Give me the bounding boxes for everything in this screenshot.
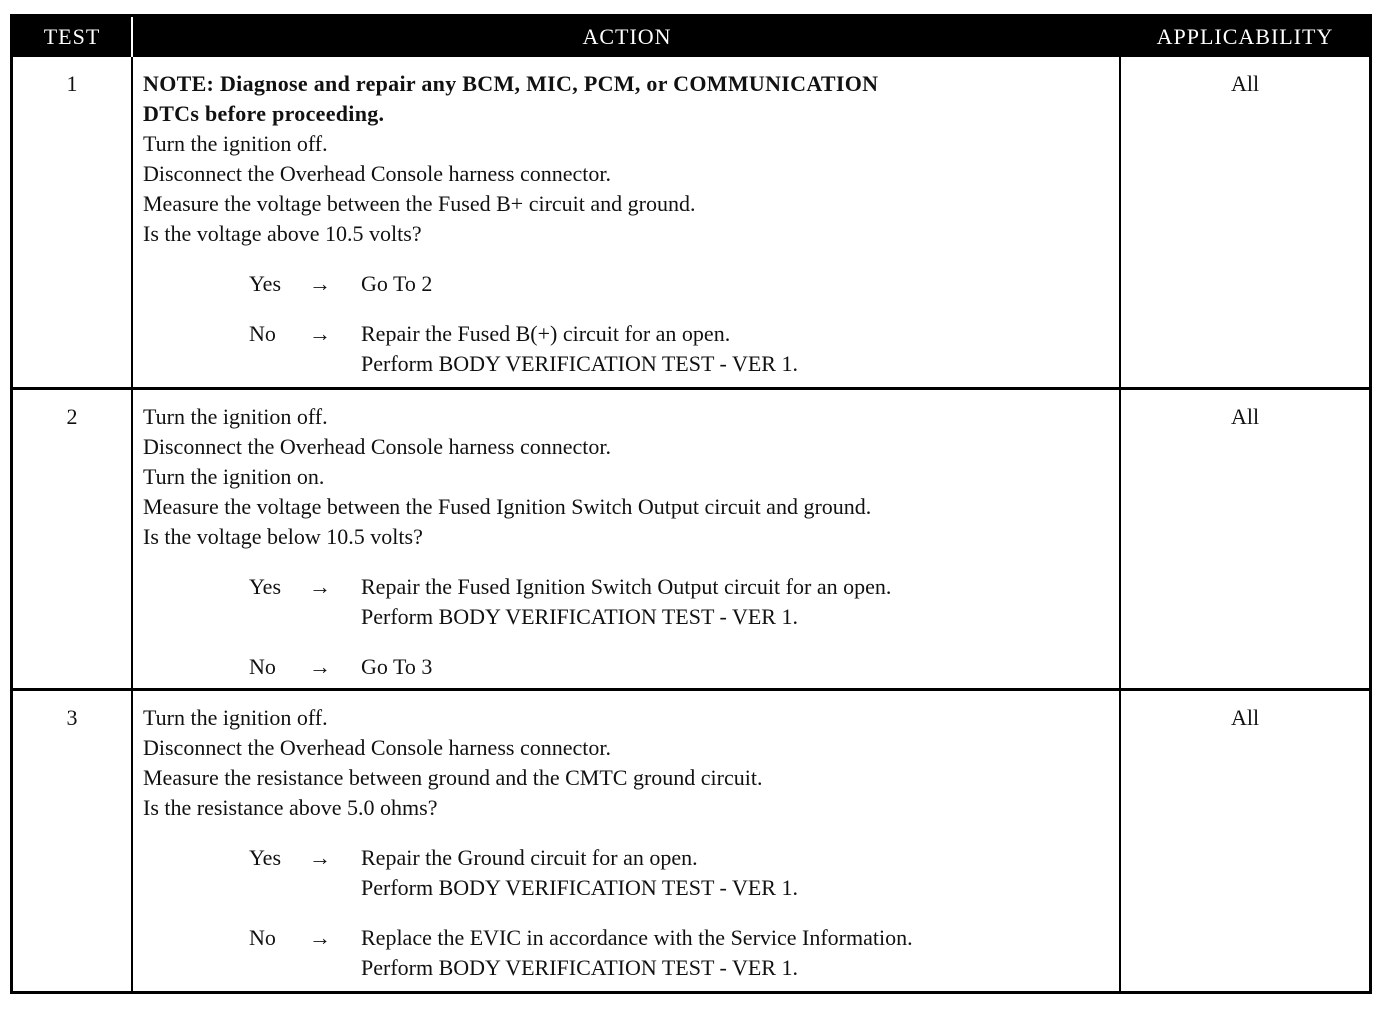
test-number-1: 1 bbox=[13, 57, 133, 390]
no-label: No bbox=[249, 654, 276, 679]
step-line: Measure the voltage between the Fused Ignition Switch Output circuit and ground. bbox=[143, 494, 872, 519]
question-line: Is the resistance above 5.0 ohms? bbox=[143, 795, 438, 820]
yes-result: Perform BODY VERIFICATION TEST - VER 1. bbox=[361, 875, 798, 900]
arrow-icon: → bbox=[309, 321, 331, 346]
action-cell-3 bbox=[133, 691, 1121, 991]
step-line: Turn the ignition off. bbox=[143, 131, 328, 156]
yes-result: Perform BODY VERIFICATION TEST - VER 1. bbox=[361, 604, 798, 629]
yes-result: Repair the Ground circuit for an open. bbox=[361, 845, 698, 870]
header-action: ACTION bbox=[133, 17, 1121, 57]
no-branch bbox=[249, 319, 1113, 379]
no-label: No bbox=[249, 321, 276, 346]
note-line-2: DTCs before proceeding. bbox=[143, 101, 385, 126]
action-cell-2 bbox=[133, 390, 1121, 691]
action-cell-1 bbox=[133, 57, 1121, 390]
step-line: Turn the ignition on. bbox=[143, 464, 325, 489]
arrow-icon: → bbox=[309, 574, 331, 599]
step-line: Measure the resistance between ground and the CMTC ground circuit. bbox=[143, 765, 763, 790]
no-label: No bbox=[249, 925, 276, 950]
yes-label: Yes bbox=[249, 574, 282, 599]
no-result: Repair the Fused B(+) circuit for an open. bbox=[361, 321, 731, 346]
step-line: Turn the ignition off. bbox=[143, 404, 328, 429]
diagnostic-test-table bbox=[10, 14, 1372, 994]
step-line: Measure the voltage between the Fused B+ circuit and ground. bbox=[143, 191, 696, 216]
question-line: Is the voltage above 10.5 volts? bbox=[143, 221, 422, 246]
header-applicability: APPLICABILITY bbox=[1121, 17, 1369, 57]
note-line-1: NOTE: Diagnose and repair any BCM, MIC, PCM, or COMMUNICATION bbox=[143, 71, 879, 96]
yes-branch bbox=[249, 843, 1113, 903]
applicability-2: All bbox=[1121, 390, 1369, 691]
arrow-icon: → bbox=[309, 925, 331, 950]
applicability-1: All bbox=[1121, 57, 1369, 390]
step-line: Disconnect the Overhead Console harness connector. bbox=[143, 161, 611, 186]
no-result: Perform BODY VERIFICATION TEST - VER 1. bbox=[361, 955, 798, 980]
no-result: Go To 3 bbox=[361, 654, 433, 679]
no-branch bbox=[249, 923, 1113, 983]
step-line: Turn the ignition off. bbox=[143, 705, 328, 730]
yes-result: Go To 2 bbox=[361, 271, 433, 296]
yes-label: Yes bbox=[249, 845, 282, 870]
question-line: Is the voltage below 10.5 volts? bbox=[143, 524, 423, 549]
step-line: Disconnect the Overhead Console harness connector. bbox=[143, 434, 611, 459]
yes-branch bbox=[249, 269, 1113, 299]
no-result: Replace the EVIC in accordance with the Service Information. bbox=[361, 925, 913, 950]
test-number-2: 2 bbox=[13, 390, 133, 691]
no-result: Perform BODY VERIFICATION TEST - VER 1. bbox=[361, 351, 798, 376]
arrow-icon: → bbox=[309, 845, 331, 870]
test-number-3: 3 bbox=[13, 691, 133, 991]
arrow-icon: → bbox=[309, 654, 331, 679]
applicability-3: All bbox=[1230, 705, 1260, 730]
yes-branch bbox=[249, 572, 1113, 632]
step-line: Disconnect the Overhead Console harness connector. bbox=[143, 735, 611, 760]
arrow-icon: → bbox=[309, 271, 331, 296]
yes-label: Yes bbox=[249, 271, 282, 296]
yes-result: Repair the Fused Ignition Switch Output circuit for an open. bbox=[361, 574, 892, 599]
no-branch bbox=[249, 652, 1113, 682]
header-test: TEST bbox=[13, 17, 133, 57]
